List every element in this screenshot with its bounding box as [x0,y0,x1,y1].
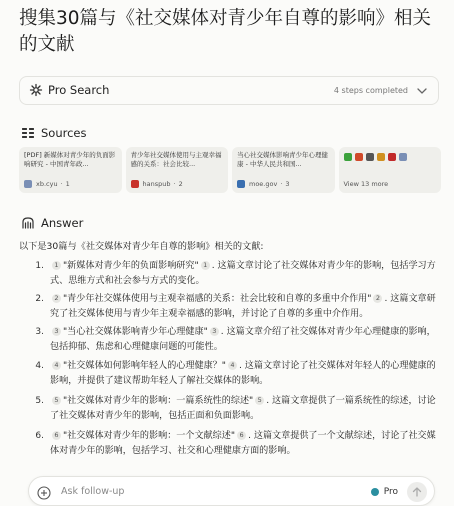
pro-search-label: Pro Search [48,83,110,97]
item-text [50,259,444,288]
list-item [30,429,444,458]
page-title: 搜集30篇与《社交媒体对青少年自尊的影响》相关的文献 [19,8,432,55]
item-description: . 这篇文章提供了一篇系统性的综述，讨论了社交媒体对青少年的影响，包括正面和负面影响。 [50,396,436,421]
citation-badge[interactable]: 4 [52,361,61,370]
citation-badge[interactable]: 2 [52,294,61,303]
chevron-down-icon[interactable] [416,83,428,97]
site-favicon-icon [24,180,32,188]
item-text [50,292,444,321]
citation-badge[interactable]: 1 [201,261,210,270]
answer-heading-label: Answer [41,216,84,230]
citation-badge[interactable]: 6 [52,431,61,440]
item-number: 5. [35,396,44,406]
citation-badge[interactable]: 1 [52,261,61,270]
follow-up-input[interactable]: Ask follow-up [61,486,125,497]
citation-badge[interactable]: 5 [52,396,61,405]
answer-icon [21,216,35,230]
list-item [30,292,444,321]
item-description: . 这篇文章提供了一个文献综述，讨论了社交媒体对青少年的影响，包括学习、社交和心理健康方面的影响。 [50,431,436,456]
pro-search-card[interactable] [19,76,439,105]
item-description: . 这篇文章研究了社交媒体使用与青少年主观幸福感的影响，并讨论了自尊的多重中介作用。 [50,294,436,319]
list-item [30,359,444,388]
source-site: moe.gov [249,180,278,188]
answer-heading [21,215,83,231]
favicon-icon [344,153,352,161]
view-more-sources-button[interactable] [339,147,442,193]
send-button[interactable] [407,482,427,502]
pro-toggle-dot-icon [371,488,379,496]
list-item [30,259,444,288]
item-description: . 这篇文章讨论了社交媒体对年轻人的心理健康的影响，并提供了建议帮助年轻人了解社交媒体的影响。 [50,361,436,386]
list-item [30,394,444,423]
citation-badge[interactable]: 5 [255,396,264,405]
favicon-icon [355,153,363,161]
list-item [30,325,444,354]
favicon-icon [399,153,407,161]
item-number: 4. [35,361,44,371]
steps-status: 4 steps completed [333,86,408,95]
item-description: . 这篇文章介绍了社交媒体对青少年心理健康的影响，包括抑郁、焦虑和心理健康问题的可能性。 [50,327,436,352]
citation-badge[interactable]: 3 [210,327,219,336]
source-title: 当心社交媒体影响青少年心理健康 - 中华人民共和国... [237,151,328,168]
item-title: "社交媒体对青少年的影响：一篇系统性的综述" [63,396,254,406]
site-favicon-icon [131,180,139,188]
source-site: hanspub [142,180,171,188]
item-text [50,359,444,388]
item-title: "社交媒体对青少年的影响：一个文献综述" [63,431,236,441]
source-card[interactable]: 青少年社交媒体使用与主观幸福感的关系：社会比较... hanspub · 2 [126,147,229,193]
favicon-icon [366,153,374,161]
favicon-icon [377,153,385,161]
pro-toggle[interactable] [371,485,398,499]
source-index: 2 [178,180,183,188]
source-card[interactable]: 当心社交媒体影响青少年心理健康 - 中华人民共和国... moe.gov · 3 [232,147,335,193]
source-card[interactable]: [PDF] 新媒体对青少年的负面影响研究 - 中国青年政... xb.cyu · 1 [19,147,122,193]
item-number: 2. [35,294,44,304]
sources-heading-label: Sources [41,126,87,140]
sources-list [19,147,441,193]
item-text [50,429,444,458]
source-index: 3 [285,180,290,188]
citation-badge[interactable]: 2 [373,294,382,303]
item-text [50,325,444,354]
item-number: 1. [35,261,44,271]
pro-toggle-label: Pro [383,487,398,497]
favicon-icon [388,153,396,161]
item-description: . 这篇文章讨论了社交媒体对青少年的影响，包括学习方式、思维方式和社会参与方式的变化。 [50,261,436,286]
item-title: "当心社交媒体影响青少年心理健康" [63,327,208,337]
site-favicon-icon [237,180,245,188]
sources-icon [21,126,35,140]
pro-search-icon [29,83,43,97]
follow-up-bar [28,476,435,506]
source-site: xb.cyu [36,180,58,188]
view-more-label: View 13 more [343,180,389,188]
arrow-up-icon [407,482,427,502]
more-sources-favicons [344,153,437,161]
item-text [50,394,444,423]
attach-plus-icon[interactable] [37,485,51,499]
citation-badge[interactable]: 6 [237,431,246,440]
item-title: "新媒体对青少年的负面影响研究" [63,261,199,271]
item-number: 6. [35,431,44,441]
sources-heading [21,125,87,141]
answer-intro: 以下是30篇与《社交媒体对青少年自尊的影响》相关的文献: [19,241,264,252]
item-title: "社交媒体如何影响年轻人的心理健康？" [63,361,226,371]
item-title: "青少年社交媒体使用与主观幸福感的关系：社会比较和自尊的多重中介作用" [63,294,372,304]
source-title: [PDF] 新媒体对青少年的负面影响研究 - 中国青年政... [24,151,116,168]
source-index: 1 [65,180,70,188]
citation-badge[interactable]: 4 [228,361,237,370]
item-number: 3. [35,327,44,337]
citation-badge[interactable]: 3 [52,327,61,336]
source-title: 青少年社交媒体使用与主观幸福感的关系：社会比较... [130,151,222,168]
